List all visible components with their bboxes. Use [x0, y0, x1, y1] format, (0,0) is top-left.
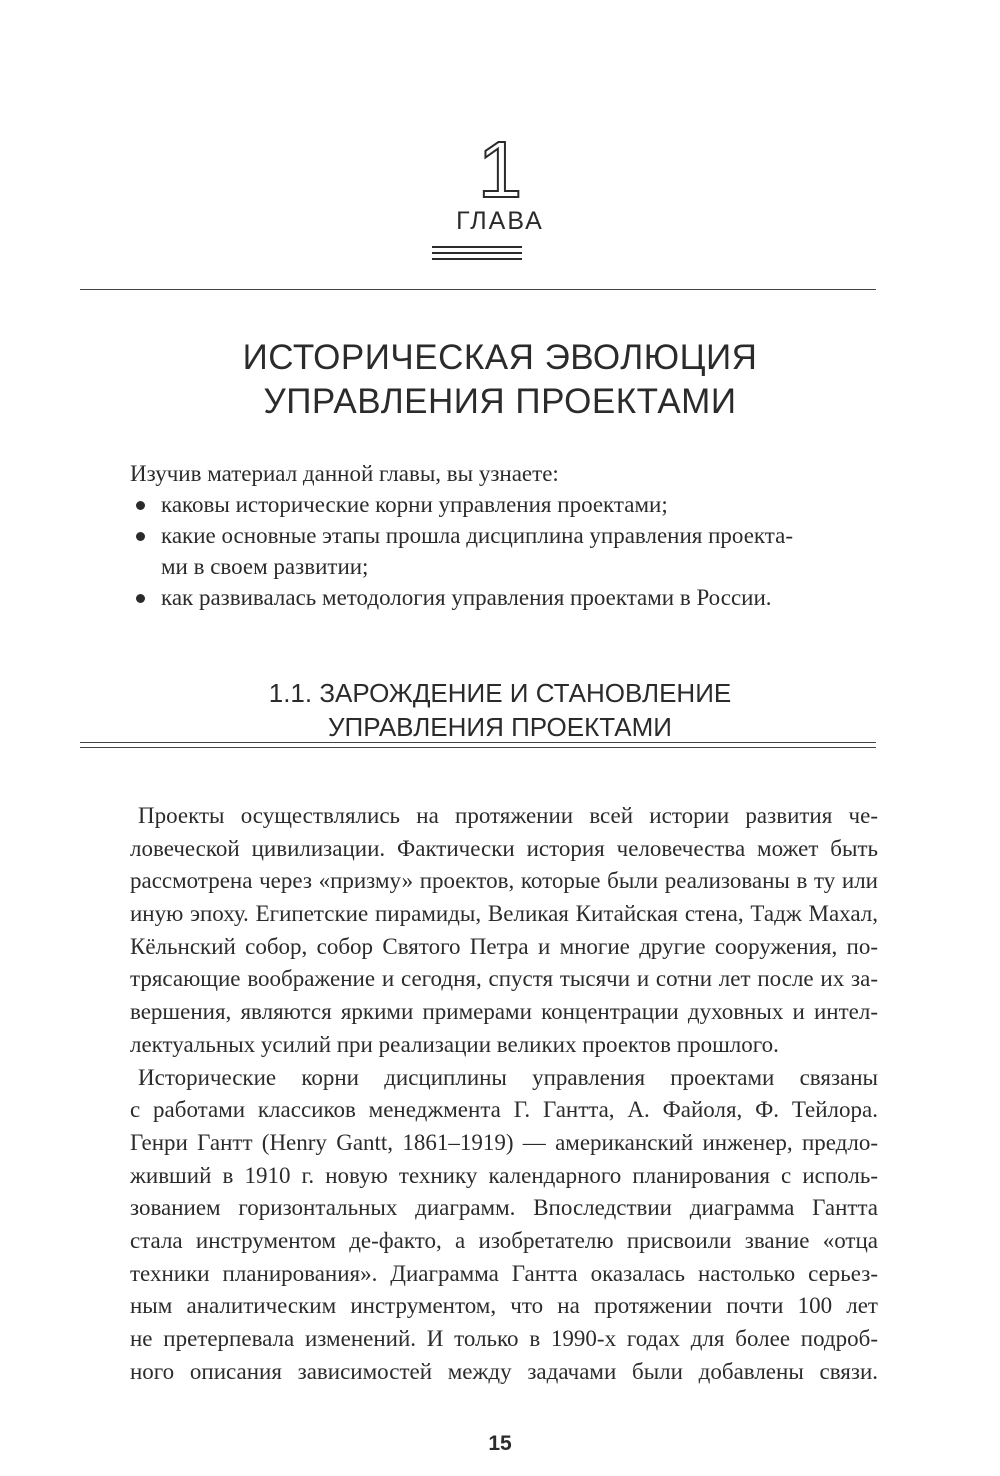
body-text: [130, 800, 878, 1388]
objectives-intro: Изучив материал данной главы, вы узнаете:: [130, 461, 559, 486]
text-line: лектуальных усилий при реализации великих проектов прошлого.: [130, 1031, 779, 1057]
objective-item: [130, 520, 890, 582]
bullet-icon: [136, 532, 145, 541]
section-title-line: 1.1. ЗАРОЖДЕНИЕ И СТАНОВЛЕНИЕ: [268, 678, 732, 708]
text-line: Генри Гантт (Henry Gantt, 1861–1919) — американский инженер, предло-: [130, 1129, 878, 1155]
chapter-number: 1: [477, 125, 523, 214]
bullet-icon: [136, 594, 145, 603]
text-line: ным аналитическим инструментом, что на протяжении почти 100 лет: [130, 1293, 878, 1319]
text-line: Исторические корни дисциплины управления проектами связаны: [138, 1064, 878, 1090]
section-title-line: УПРАВЛЕНИЯ ПРОЕКТАМИ: [328, 712, 672, 742]
chapter-label: ГЛАВА: [456, 207, 544, 235]
objective-item: [130, 582, 890, 613]
text-line: рассмотрена через «призму» проектов, которые были реализованы в ту или: [130, 868, 878, 894]
learning-objectives: [130, 458, 890, 613]
chapter-title: [0, 336, 1000, 424]
text-line: вершения, являются яркими примерами концентрации духовных и интел-: [130, 999, 878, 1025]
text-line: трясающие воображение и сегодня, спустя тысячи и сотни лет после их за-: [130, 966, 878, 992]
text-line: стала инструментом де-факто, а изобретателю присвоили звание «отца: [130, 1227, 878, 1253]
objective-text: как развивалась методология управления проектами в России.: [161, 585, 772, 610]
objective-item: [130, 489, 890, 520]
text-line: не претерпевала изменений. И только в 1990-х годах для более подроб-: [130, 1326, 878, 1351]
text-line: зованием горизонтальных диаграмм. Впоследствии диаграмма Гантта: [130, 1195, 878, 1221]
section-divider: [80, 742, 876, 752]
text-line: Проекты осуществлялись на протяжении всей истории развития че-: [138, 803, 878, 828]
page-number: 15: [488, 1432, 512, 1455]
text-line: живший в 1910 г. новую технику календарного планирования с исполь-: [130, 1162, 878, 1188]
text-line: Кёльнский собор, собор Святого Петра и многие другие сооружения, по-: [130, 933, 878, 959]
chapter-title-line: УПРАВЛЕНИЯ ПРОЕКТАМИ: [263, 382, 737, 421]
section-title: [0, 676, 1000, 744]
text-line: ловеческой цивилизации. Фактически история человечества может быть: [130, 835, 878, 861]
objective-text: какие основные этапы прошла дисциплина управления проекта-: [161, 523, 793, 548]
chapter-decor-bars: [432, 246, 522, 264]
header-divider: [80, 289, 876, 290]
paragraph: [130, 1062, 878, 1389]
paragraph: [130, 800, 878, 1062]
text-line: ного описания зависимостей между задачами были добавлены связи.: [130, 1358, 878, 1384]
text-line: иную эпоху. Египетские пирамиды, Великая Китайская стена, Тадж Махал,: [130, 901, 878, 927]
text-line: техники планирования». Диаграмма Гантта оказалась настолько серьез-: [130, 1260, 878, 1286]
chapter-title-line: ИСТОРИЧЕСКАЯ ЭВОЛЮЦИЯ: [242, 338, 758, 377]
objective-text: ми в своем развитии;: [161, 554, 369, 579]
objectives-list: [130, 489, 890, 613]
objective-text: каковы исторические корни управления проектами;: [161, 492, 668, 517]
bullet-icon: [136, 501, 145, 510]
text-line: с работами классиков менеджмента Г. Гантта, А. Файоля, Ф. Тейлора.: [130, 1097, 878, 1123]
